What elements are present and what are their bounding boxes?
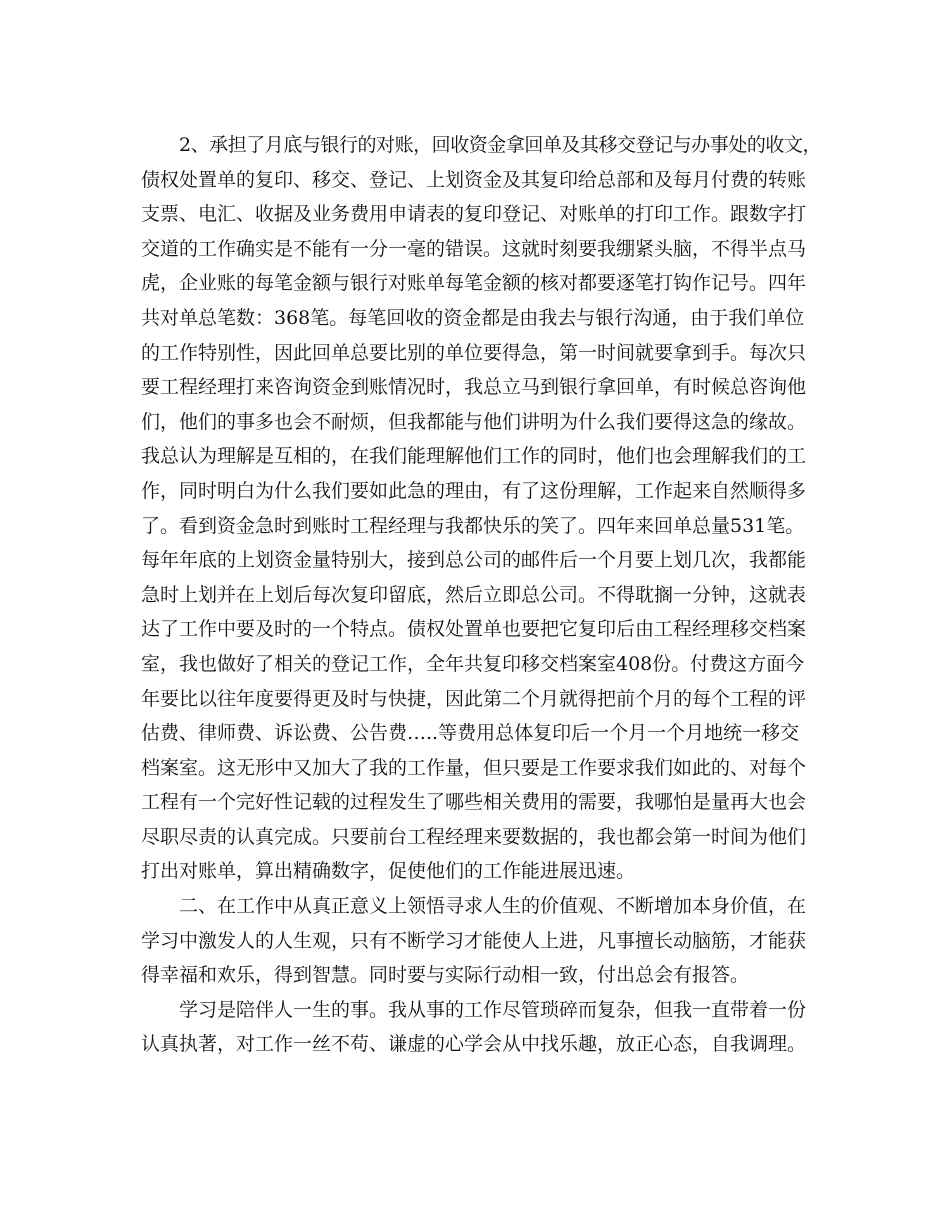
text-line: 得幸福和欢乐，得到智慧。同时要与实际行动相一致，付出总会有报答。: [141, 964, 750, 987]
text-line: 2、承担了月底与银行的对账，回收资金拿回单及其移交登记与办事处的收文，: [179, 134, 821, 156]
text-line: 年要比以往年度要得更及时与快捷，因此第二个月就得把前个月的每个工程的评: [141, 687, 807, 710]
text-line: 尽职尽责的认真完成。只要前台工程经理来要数据的，我也都会第一时间为他们: [141, 825, 807, 848]
text-line: 作，同时明白为什么我们要如此急的理由，有了这份理解，工作起来自然顺得多: [141, 479, 807, 502]
text-line: 估费、律师费、诉讼费、公告费…..等费用总体复印后一个月一个月地统一移交: [141, 722, 800, 745]
text-line: 共对单总笔数：368笔。每笔回收的资金都是由我去与银行沟通，由于我们单位: [141, 306, 805, 329]
body-text: [141, 128, 821, 1062]
text-line: 要工程经理打来咨询资金到账情况时，我总立马到银行拿回单，有时候总咨询他: [141, 376, 807, 399]
text-line: 学习中激发人的人生观，只有不断学习才能使人上进，凡事擅长动脑筋，才能获: [141, 929, 807, 952]
text-line: 打出对账单，算出精确数字，促使他们的工作能进展迅速。: [141, 860, 636, 883]
paragraph: [141, 993, 821, 1062]
text-line: 室，我也做好了相关的登记工作，全年共复印移交档案室408份。付费这方面今: [141, 652, 805, 675]
text-line: 档案室。这无形中又加大了我的工作量，但只要是工作要求我们如此的、对每个: [141, 756, 807, 779]
paragraph: [141, 128, 821, 889]
text-line: 的工作特别性，因此回单总要比别的单位要得急，第一时间就要拿到手。每次只: [141, 341, 807, 364]
text-line: 们，他们的事多也会不耐烦，但我都能与他们讲明为什么我们要得这急的缘故。: [141, 410, 807, 433]
text-line: 工程有一个完好性记载的过程发生了哪些相关费用的需要，我哪怕是量再大也会: [141, 791, 807, 814]
text-line: 支票、电汇、收据及业务费用申请表的复印登记、对账单的打印工作。跟数字打: [141, 203, 807, 226]
text-line: 认真执著，对工作一丝不苟、谦虚的心学会从中找乐趣，放正心态，自我调理。: [141, 1033, 807, 1056]
text-line: 二、在工作中从真正意义上领悟寻求人生的价值观、不断增加本身价值，在: [179, 895, 807, 918]
text-line: 债权处置单的复印、移交、登记、上划资金及其复印给总部和及每月付费的转账: [141, 168, 807, 191]
text-line: 达了工作中要及时的一个特点。债权处置单也要把它复印后由工程经理移交档案: [141, 618, 807, 641]
paragraph: [141, 889, 821, 993]
text-line: 急时上划并在上划后每次复印留底，然后立即总公司。不得耽搁一分钟，这就表: [141, 583, 807, 606]
text-line: 每年年底的上划资金量特别大，接到总公司的邮件后一个月要上划几次，我都能: [141, 549, 807, 572]
text-line: 交道的工作确实是不能有一分一毫的错误。这就时刻要我绷紧头脑，不得半点马: [141, 237, 807, 260]
text-line: 虎，企业账的每笔金额与银行对账单每笔金额的核对都要逐笔打钩作记号。四年: [141, 272, 807, 295]
text-line: 我总认为理解是互相的，在我们能理解他们工作的同时，他们也会理解我们的工: [141, 445, 807, 468]
text-line: 学习是陪伴人一生的事。我从事的工作尽管琐碎而复杂，但我一直带着一份: [179, 998, 807, 1021]
text-line: 了。看到资金急时到账时工程经理与我都快乐的笑了。四年来回单总量531笔。: [141, 514, 805, 537]
